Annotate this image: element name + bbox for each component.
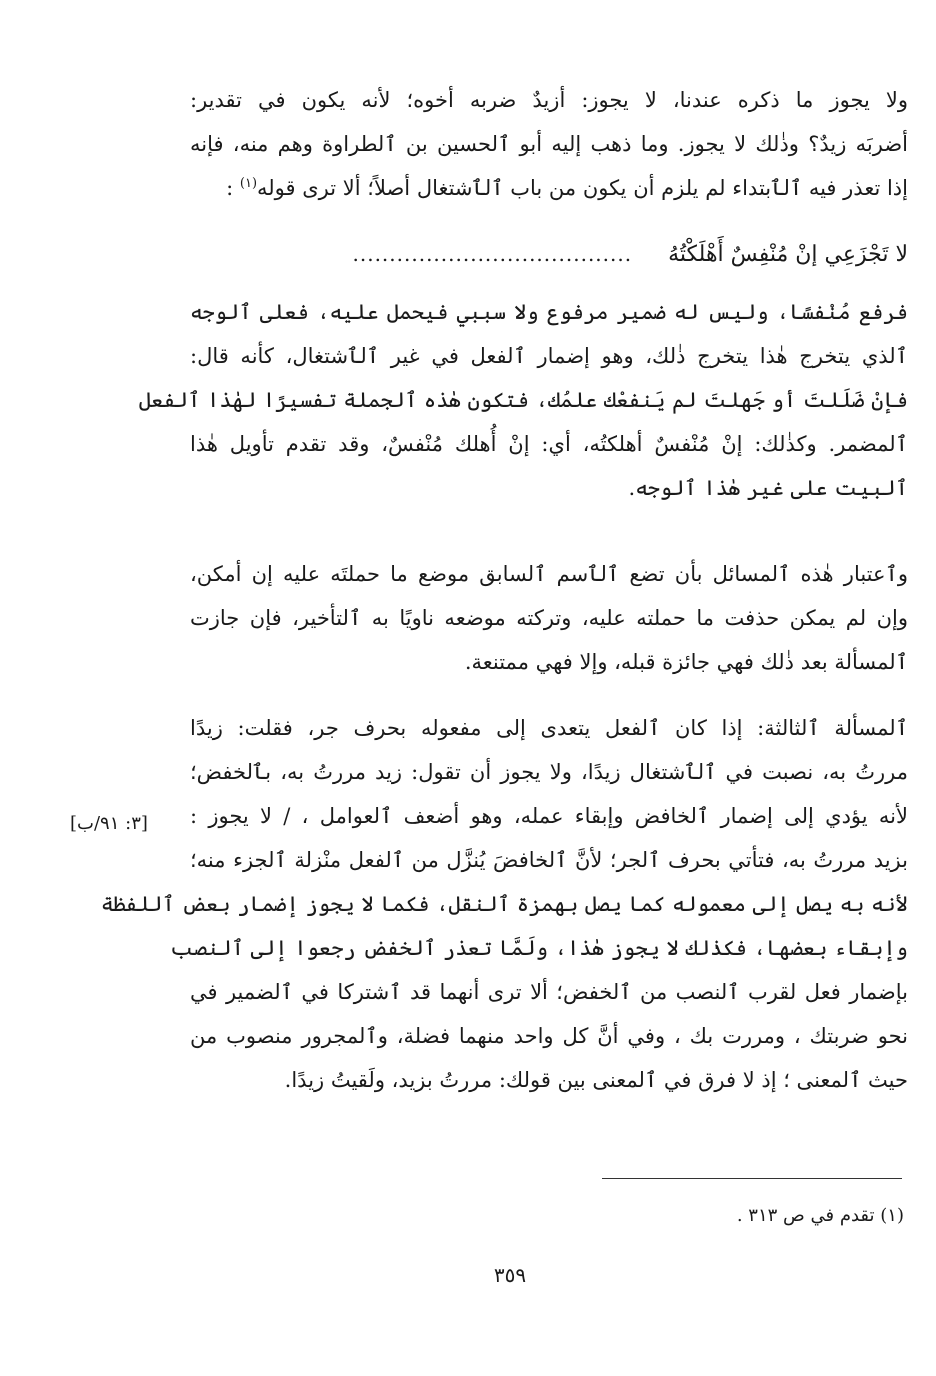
paragraph-1 bbox=[190, 78, 908, 210]
text-line: ٱلبيت على غير هٰذا ٱلوجه. bbox=[628, 476, 908, 500]
text-line: ٱلمضمر. وكذٰلك: إنْ مُنْفسٌ أهلكتُه، أي: إنْ أُهلك مُنْفسٌ، وقد تقدم تأويل هٰذا bbox=[190, 432, 908, 456]
text-line bbox=[190, 166, 908, 210]
colon: : bbox=[226, 176, 240, 200]
text-line: فرفع مُنْفسًا، وليس له ضمير مرفوع ولا سببي فيحمل عليه، فعلى ٱلوجه bbox=[190, 300, 908, 324]
text-line: لأنه به يصل إلى معموله كما يصل بهمزة ٱلنقل، فكما لا يجوز إضمار بعض ٱللفظة bbox=[100, 892, 908, 916]
text-line: فإنْ ضَلَلتَ أو جَهلتَ لم يَنفعْك علمُك، فتكون هٰذه ٱلجملة تفسيرًا لهٰذا ٱلفعل bbox=[138, 388, 908, 412]
text-line: بزيد مررتُ به، فتأتي بحرف ٱلجر؛ لأنَّ ٱلخافضَ يُنزَّل من ٱلفعل منْزلة ٱلجزء منه؛ bbox=[190, 848, 908, 872]
text-line: أضربَه زيدٌ؟ وذٰلك لا يجوز. وما ذهب إليه أبو ٱلحسين بن ٱلطراوة وهم منه، فإنه bbox=[190, 132, 908, 156]
text-line: لأنه يؤدي إلى إضمار ٱلخافض وإبقاء عمله، وهو أضعف ٱلعوامل ، / لا يجوز : bbox=[190, 804, 908, 828]
text-line-content: إذا تعذر فيه ٱلٱبتداء لم يلزم أن يكون من باب ٱلٱشتغال أصلاً؛ ألا ترى قوله bbox=[257, 176, 908, 200]
text-line: وإبقاء بعضها، فكذٰلك لا يجوز هٰذا، ولَمَّا تعذر ٱلخفض رجعوا إلى ٱلنصب bbox=[170, 936, 908, 960]
manuscript-folio-reference: [٣: ٩١/ب] bbox=[70, 813, 148, 834]
verse-text: لا تَجْزَعِي إنْ مُنْفِسٌ أَهْلَكْتُهُ bbox=[668, 242, 908, 267]
page-number: ٣٥٩ bbox=[493, 1263, 527, 1287]
text-line: حيث ٱلمعنى ؛ إذ لا فرق في ٱلمعنى بين قولك: مررتُ بزيد، ولَقيتُ زيدًا. bbox=[284, 1068, 908, 1092]
verse-line bbox=[190, 232, 908, 277]
footnote-marker: (١) bbox=[239, 176, 258, 191]
paragraph-3 bbox=[190, 552, 908, 684]
text-line: ٱلمسألة ٱلثالثة: إذا كان ٱلفعل يتعدى إلى مفعوله بحرف جر، فقلت: زيدًا bbox=[190, 716, 908, 740]
text-line: وإن لم يمكن حذفت ما حملته عليه، وتركته موضعه ناويًا به ٱلتأخير، فإن جازت bbox=[190, 606, 908, 630]
text-line: وٱعتبار هٰذه ٱلمسائل بأن تضع ٱلٱسم ٱلسابق موضع ما حملتَه عليه إن أمكن، bbox=[190, 562, 908, 586]
text-line: مررتُ به، نصبت في ٱلٱشتغال زيدًا، ولا يجوز أن تقول: زيد مررتُ به، بٱلخفض؛ bbox=[190, 760, 908, 784]
text-line: ولا يجوز ما ذكره عندنا، لا يجوز: أزيدٌ ضربه أخوه؛ لأنه يكون في تقدير: bbox=[190, 88, 908, 112]
verse-ellipsis: ...................................... bbox=[352, 242, 633, 266]
footnote-separator bbox=[602, 1178, 902, 1179]
text-line: ٱلذي يتخرج هٰذا يتخرج ذٰلك، وهو إضمار ٱلفعل في غير ٱلٱشتغال، كأنه قال: bbox=[190, 344, 908, 368]
footnote: (١) تقدم في ص ٣١٣ . bbox=[736, 1205, 904, 1226]
paragraph-2 bbox=[138, 290, 908, 510]
text-line: بإضمار فعل لقرب ٱلنصب من ٱلخفض؛ ألا ترى أنهما قد ٱشتركا في ٱلضمير في bbox=[190, 980, 909, 1004]
text-line: ٱلمسألة بعد ذٰلك فهي جائزة قبله، وإلا فهي ممتنعة. bbox=[464, 650, 908, 674]
text-line: نحو ضربتك ، ومررت بك ، وفي أنَّ كل واحد منهما فضلة، وٱلمجرور منصوب من bbox=[190, 1024, 908, 1048]
